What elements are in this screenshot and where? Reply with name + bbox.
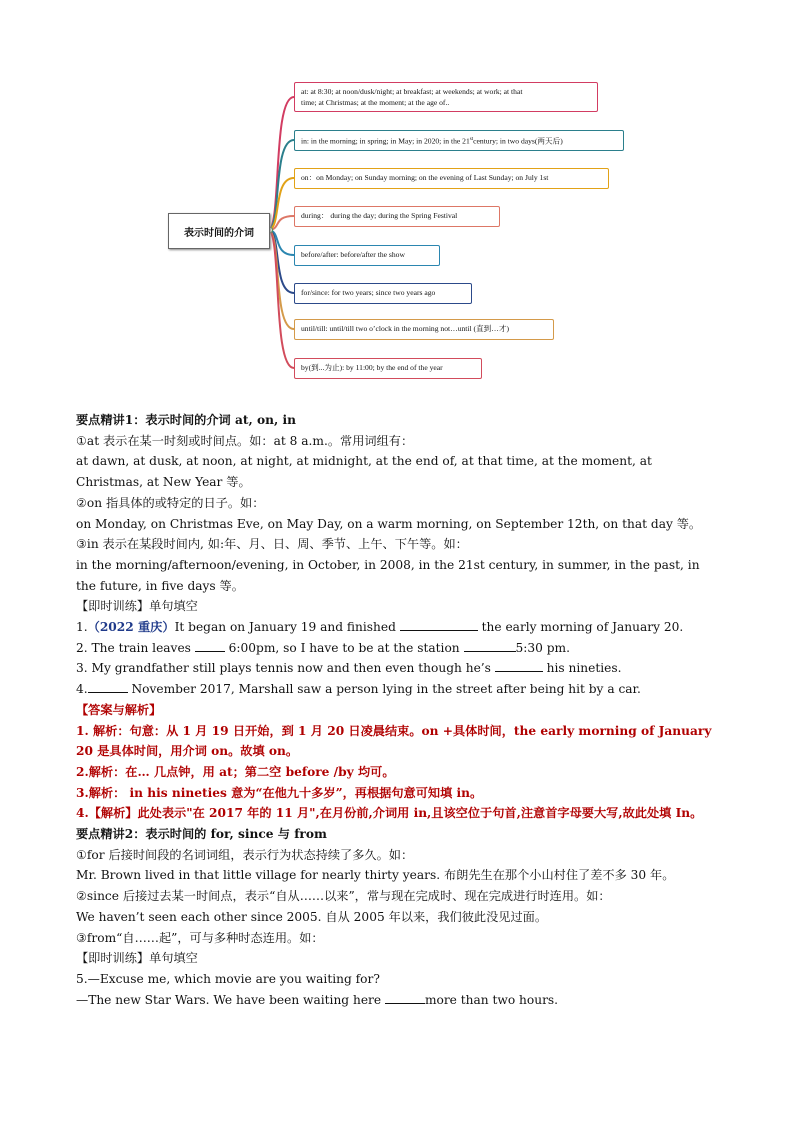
question-1 xyxy=(76,617,720,638)
answer-3: 3.解析： in his nineties 意为“在他九十多岁”，再根据句意可知填 in。 xyxy=(76,785,483,800)
q3-blank[interactable] xyxy=(495,659,543,672)
node-for-text: for/since: for two years; since two years ago xyxy=(301,288,436,297)
q1-num: 1. xyxy=(76,620,88,635)
q4-blank[interactable] xyxy=(88,680,128,693)
q2-blank-1[interactable] xyxy=(195,639,225,652)
sec1-heading: 要点精讲1：表示时间的介词 at, on, in xyxy=(76,413,296,427)
q2-text-a: 2. The train leaves xyxy=(76,640,195,655)
q5-blank[interactable] xyxy=(385,991,425,1004)
node-at-line1: at: at 8:30; at noon/dusk/night; at breakfast; at weekends; at work; at that xyxy=(301,87,523,96)
node-by xyxy=(294,358,482,379)
question-4 xyxy=(76,679,720,700)
mind-map xyxy=(0,0,794,390)
q3-text-b: his nineties. xyxy=(542,661,622,676)
node-at xyxy=(294,82,598,112)
sec2-since-example: We haven’t seen each other since 2005. 自从 2005 年以来，我们彼此没见过面。 xyxy=(76,909,548,924)
question-2 xyxy=(76,638,720,659)
q2-blank-2[interactable] xyxy=(464,639,516,652)
node-until-text: until/till: until/till two o’clock in the morning not…until (直到…才) xyxy=(301,324,509,333)
sec1-at-examples: at dawn, at dusk, at noon, at night, at midnight, at the end of, at that time, at the moment, at Christmas, at New Year 等。 xyxy=(76,454,652,490)
answer-title: 【答案与解析】 xyxy=(76,702,162,717)
q5-text-b: —The new Star Wars. We have been waiting here xyxy=(76,992,385,1007)
node-by-text: by(到...为止): by 11:00; by the end of the year xyxy=(301,363,443,372)
q1-text-a: It began on January 19 and finished xyxy=(174,620,400,635)
node-before xyxy=(294,245,440,266)
node-in-sup: st xyxy=(469,137,474,142)
sec1-in-desc: ③in 表示在某段时间内, 如:年、月、日、周、季节、上午、下午等。如： xyxy=(76,537,468,552)
node-in-line1: in: in the morning; in spring; in May; in 2020; in the 21 xyxy=(301,136,470,146)
node-during-text: during： during the day; during the Spring Festival xyxy=(301,211,458,220)
q4-text-b: November 2017, Marshall saw a person lying in the street after being hit by a car. xyxy=(127,682,641,697)
answer-4: 4.【解析】此处表示"在 2017 年的 11 月",在月份前,介词用 in,且该空位于句首,注意首字母要大写,故此处填 In。 xyxy=(76,806,703,821)
node-on-text: on：on Monday; on Sunday morning; on the evening of Last Sunday; on July 1st xyxy=(301,173,549,182)
q4-text-a: 4. xyxy=(76,682,88,697)
node-in-rest: century; in two days(两天后) xyxy=(473,136,563,146)
answer-2: 2.解析：在… 几点钟，用 at；第二空 before /by 均可。 xyxy=(76,764,395,779)
question-5-line-1: 5.—Excuse me, which movie are you waiting for? xyxy=(76,971,380,986)
sec2-heading: 要点精讲2：表示时间的 for, since 与 from xyxy=(76,827,327,842)
question-3 xyxy=(76,658,720,679)
question-5-line-2 xyxy=(76,990,720,1011)
node-during xyxy=(294,206,500,227)
sec2-for-desc: ①for 后接时间段的名词词组，表示行为状态持续了多久。如： xyxy=(76,847,414,862)
mind-map-center: 表示时间的介词 xyxy=(168,213,270,249)
q1-source: （2022 重庆） xyxy=(87,620,175,635)
node-for xyxy=(294,283,472,304)
sec2-for-example: Mr. Brown lived in that little village for nearly thirty years. 布朗先生在那个小山村住了差不多 30 年。 xyxy=(76,868,675,883)
q2-text-c: 5:30 pm. xyxy=(515,640,570,655)
q1-blank[interactable] xyxy=(400,618,478,631)
connector-for xyxy=(268,230,294,293)
document-body xyxy=(76,410,720,1010)
answer-1: 1. 解析：句意：从 1 月 19 日开始，到 1 月 20 日凌晨结束。on +具体时间，the early morning of January 20 是具体时间，用介词 on。故填 on。 xyxy=(76,723,712,759)
sec1-on-examples: on Monday, on Christmas Eve, on May Day, on a warm morning, on September 12th, on that day 等。 xyxy=(76,516,702,531)
sec1-practice-title: 【即时训练】单句填空 xyxy=(76,599,198,614)
node-on xyxy=(294,168,609,189)
q5-text-c: more than two hours. xyxy=(424,992,559,1007)
sec2-practice-title: 【即时训练】单句填空 xyxy=(76,951,198,966)
node-before-text: before/after: before/after the show xyxy=(301,250,405,259)
node-until xyxy=(294,319,554,340)
sec1-in-examples: in the morning/afternoon/evening, in October, in 2008, in the 21st century, in summer, in the past, in the future, in five days 等。 xyxy=(76,557,700,593)
sec2-since-desc: ②since 后接过去某一时间点，表示“自从……以来”，常与现在完成时、现在完成进行时连用。如： xyxy=(76,889,611,904)
node-in xyxy=(294,130,624,151)
sec2-from-desc: ③from“自……起”，可与多种时态连用。如： xyxy=(76,930,324,945)
q2-text-b: 6:00pm, so I have to be at the station xyxy=(224,640,464,655)
sec1-on-desc: ②on 指具体的或特定的日子。如： xyxy=(76,495,265,510)
q3-text-a: 3. My grandfather still plays tennis now and then even though he’s xyxy=(76,661,495,676)
q1-text-b: the early morning of January 20. xyxy=(477,620,684,635)
node-at-line2: time; at Christmas; at the moment; at the age of.. xyxy=(301,98,450,107)
sec1-at-desc: ①at 表示在某一时刻或时间点。如：at 8 a.m.。常用词组有： xyxy=(76,433,414,448)
